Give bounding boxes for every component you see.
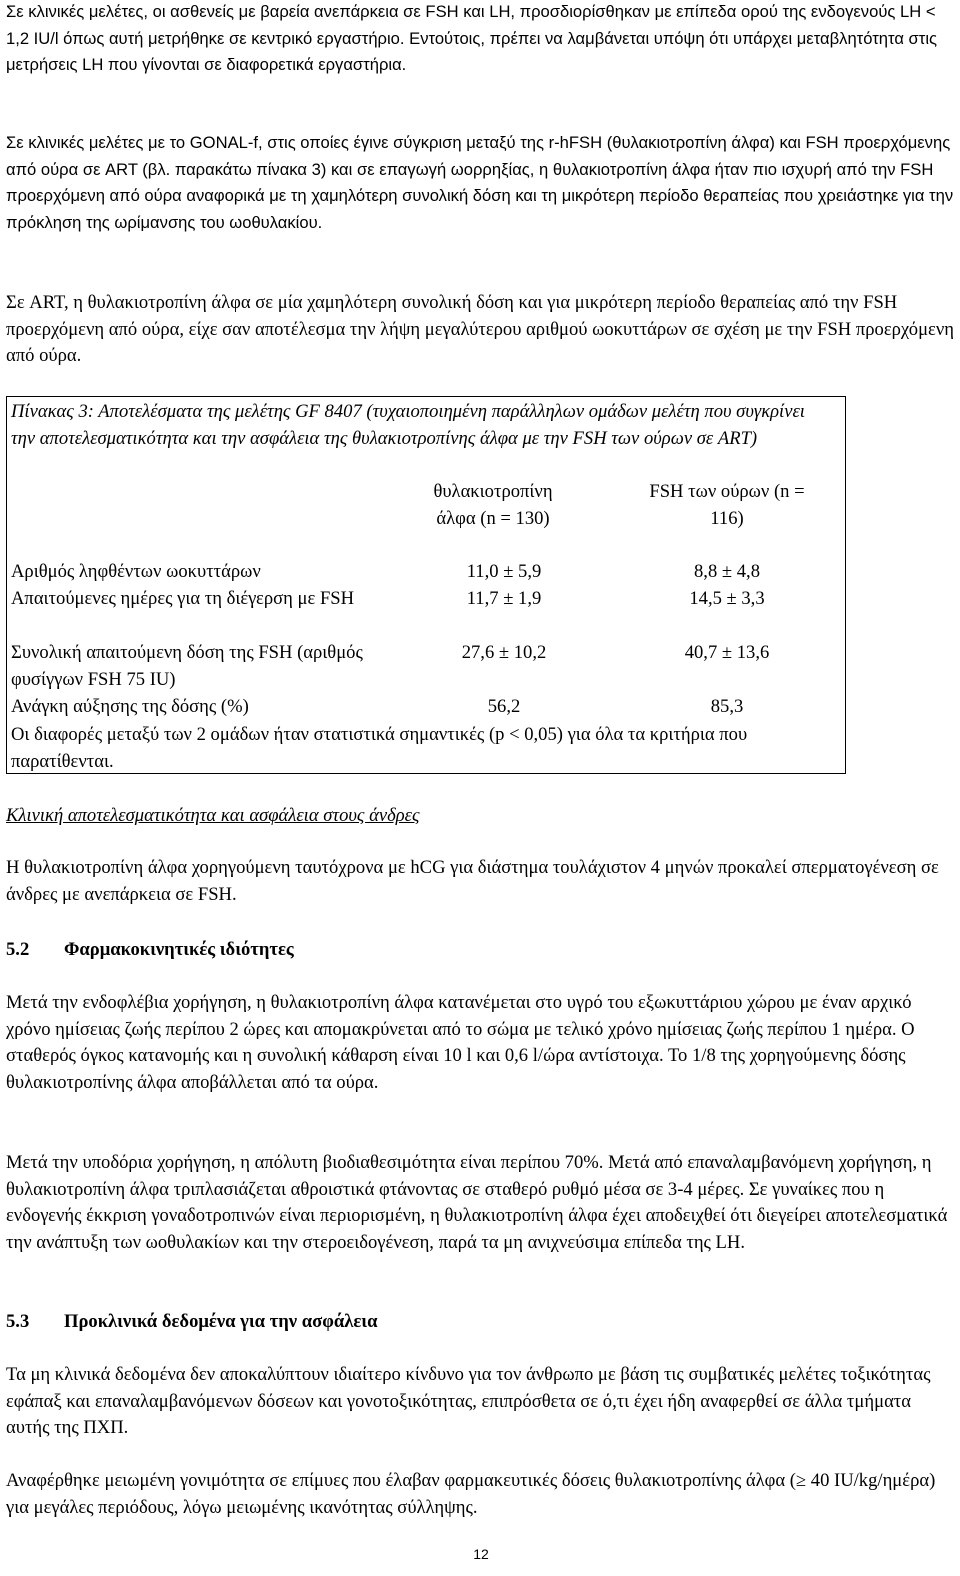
paragraph-men-efficacy: Η θυλακιοτροπίνη άλφα χορηγούμενη ταυτόχρονα με hCG για διάστημα τουλάχιστον 4 μηνών προκαλεί σπερματογένεση σε άνδρες με ανεπάρκεια σε FSH. bbox=[6, 857, 939, 905]
paragraph-preclinical: Τα μη κλινικά δεδομένα δεν αποκαλύπτουν ιδιαίτερο κίνδυνο για τον άνθρωπο με βάση τις συμβατικές μελέτες τοξικότητας εφάπαξ και επαναλαμβανόμενων δόσεων και γονοτοξικότητας, επιπρόσθετα σε ό,τι έχει ήδη αναφερθεί σε άλλα τμήματα αυτής της ΠΧΠ. bbox=[6, 1364, 931, 1438]
section-title: Προκλινικά δεδομένα για την ασφάλεια bbox=[64, 1311, 378, 1332]
section-5-2-heading bbox=[6, 937, 294, 964]
table-cell-value: 14,5 ± 3,3 bbox=[689, 588, 765, 609]
table-cell-value: 8,8 ± 4,8 bbox=[694, 561, 760, 582]
table-row-label: Αριθμός ληφθέντων ωοκυττάρων bbox=[11, 561, 261, 582]
paragraph-sc-pharmacokinetics: Μετά την υποδόρια χορήγηση, η απόλυτη βιοδιαθεσιμότητα είναι περίπου 70%. Μετά από επαναλαμβανόμενη χορήγηση, η θυλακιοτροπίνη άλφα τριπλασιάζεται αθροιστικά φτάνοντας σε σταθερό ρυθμό μέσα σε 3-4 μέρες. Σε γυναίκες που η ενδογενής έκκριση γοναδοτροπινών είναι περιορισμένη, η θυλακιοτροπίνη άλφα έχει αποδειχθεί ότι διεγείρει αποτελεσματικά την ανάπτυξη των ωοθυλακίων και την στεροειδογένεση, παρά τα μη ανιχνεύσιμα επίπεδα της LH. bbox=[6, 1152, 948, 1253]
paragraph-fertility: Αναφέρθηκε μειωμένη γονιμότητα σε επίμυες που έλαβαν φαρμακευτικές δόσεις θυλακιοτροπίνης άλφα (≥ 40 IU/kg/ημέρα) για μεγάλες περιόδους, λόγω μειωμένης ικανότητας σύλληψης. bbox=[6, 1470, 936, 1518]
table-row-label: Συνολική απαιτούμενη δόση της FSH (αριθμός φυσίγγων FSH 75 IU) bbox=[11, 642, 363, 690]
table-row-label: Απαιτούμενες ημέρες για τη διέγερση με FSH bbox=[11, 588, 355, 609]
table-header-urinary-fsh: FSH των ούρων (n = 116) bbox=[649, 481, 805, 529]
paragraph-gonal-f-comparison: Σε κλινικές μελέτες με το GONAL-f, στις οποίες έγινε σύγκριση μεταξύ της r-hFSH (θυλακιοτροπίνη άλφα) και FSH προερχόμενης από ούρα σε ART (βλ. παρακάτω πίνακα 3) και σε επαγωγή ωορρηξίας, η θυλακιοτροπίνη άλφα ήταν πιο ισχυρή από την FSH προερχόμενη από ούρα αναφορικά με τη χαμηλότερη συνολική δόση και τη μικρότερη περίοδο θεραπείας που χρειάστηκε για την πρόκληση της ωρίμανσης του ωοθυλακίου. bbox=[6, 133, 954, 232]
table-header-follitropin: θυλακιοτροπίνη άλφα (n = 130) bbox=[433, 481, 553, 529]
table-cell-value: 56,2 bbox=[487, 696, 521, 717]
table-cell-value: 27,6 ± 10,2 bbox=[461, 642, 547, 663]
section-title: Φαρμακοκινητικές ιδιότητες bbox=[64, 939, 294, 960]
paragraph-lh-levels: Σε κλινικές μελέτες, οι ασθενείς με βαρεία ανεπάρκεια σε FSH και LH, προσδιορίσθηκαν με επίπεδα ορού της ενδογενούς LH < 1,2 IU/l όπως αυτή μετρήθηκε σε κεντρικό εργαστήριο. Εντούτοις, πρέπει να λαμβάνεται υπόψη ότι υπάρχει μεταβλητότητα στις μετρήσεις LH που γίνονται σε διαφορετικά εργαστήρια. bbox=[6, 2, 938, 74]
table-cell-value: 11,7 ± 1,9 bbox=[466, 588, 542, 609]
section-number: 5.3 bbox=[6, 1311, 30, 1332]
section-number: 5.2 bbox=[6, 939, 30, 960]
table-caption: Πίνακας 3: Αποτελέσματα της μελέτης GF 8407 (τυχαιοποιημένη παράλληλων ομάδων μελέτη που συγκρίνει την αποτελεσματικότητα και την ασφάλεια της θυλακιοτροπίνης άλφα με την FSH των ούρων σε ART) bbox=[11, 401, 805, 449]
paragraph-iv-pharmacokinetics: Μετά την ενδοφλέβια χορήγηση, η θυλακιοτροπίνη άλφα κατανέμεται στο υγρό του εξωκυττάριου χώρου με έναν αρχικό χρόνο ημίσειας ζωής περίπου 2 ώρες και απομακρύνεται από το σώμα με τελικό χρόνο ημίσειας ζωής περίπου 1 ημέρα. Ο σταθερός όγκος κατανομής και η συνολική κάθαρση είναι 10 l και 0,6 l/ώρα αντίστοιχα. Το 1/8 της χορηγούμενης δόσης θυλακιοτροπίνης άλφα αποβάλλεται από τα ούρα. bbox=[6, 992, 915, 1093]
page-number: 12 bbox=[473, 1546, 489, 1562]
table-row-label: Ανάγκη αύξησης της δόσης (%) bbox=[11, 696, 249, 717]
paragraph-art-results: Σε ART, η θυλακιοτροπίνη άλφα σε μία χαμηλότερη συνολική δόση και για μικρότερη περίοδο θεραπείας από την FSH προερχόμενη από ούρα, είχε σαν αποτέλεσμα την λήψη μεγαλύτερου αριθμού ωοκυττάρων σε σχέση με την FSH προερχόμενη από ούρα. bbox=[6, 292, 954, 366]
section-5-3-heading bbox=[6, 1309, 377, 1336]
results-table bbox=[6, 396, 846, 774]
table-cell-value: 40,7 ± 13,6 bbox=[684, 642, 770, 663]
table-cell-value: 85,3 bbox=[710, 696, 744, 717]
table-cell-value: 11,0 ± 5,9 bbox=[466, 561, 542, 582]
table-footnote: Οι διαφορές μεταξύ των 2 ομάδων ήταν στατιστικά σημαντικές (p < 0,05) για όλα τα κριτήρια που παρατίθενται. bbox=[11, 724, 748, 772]
men-efficacy-heading: Κλινική αποτελεσματικότητα και ασφάλεια στους άνδρες bbox=[6, 805, 420, 826]
